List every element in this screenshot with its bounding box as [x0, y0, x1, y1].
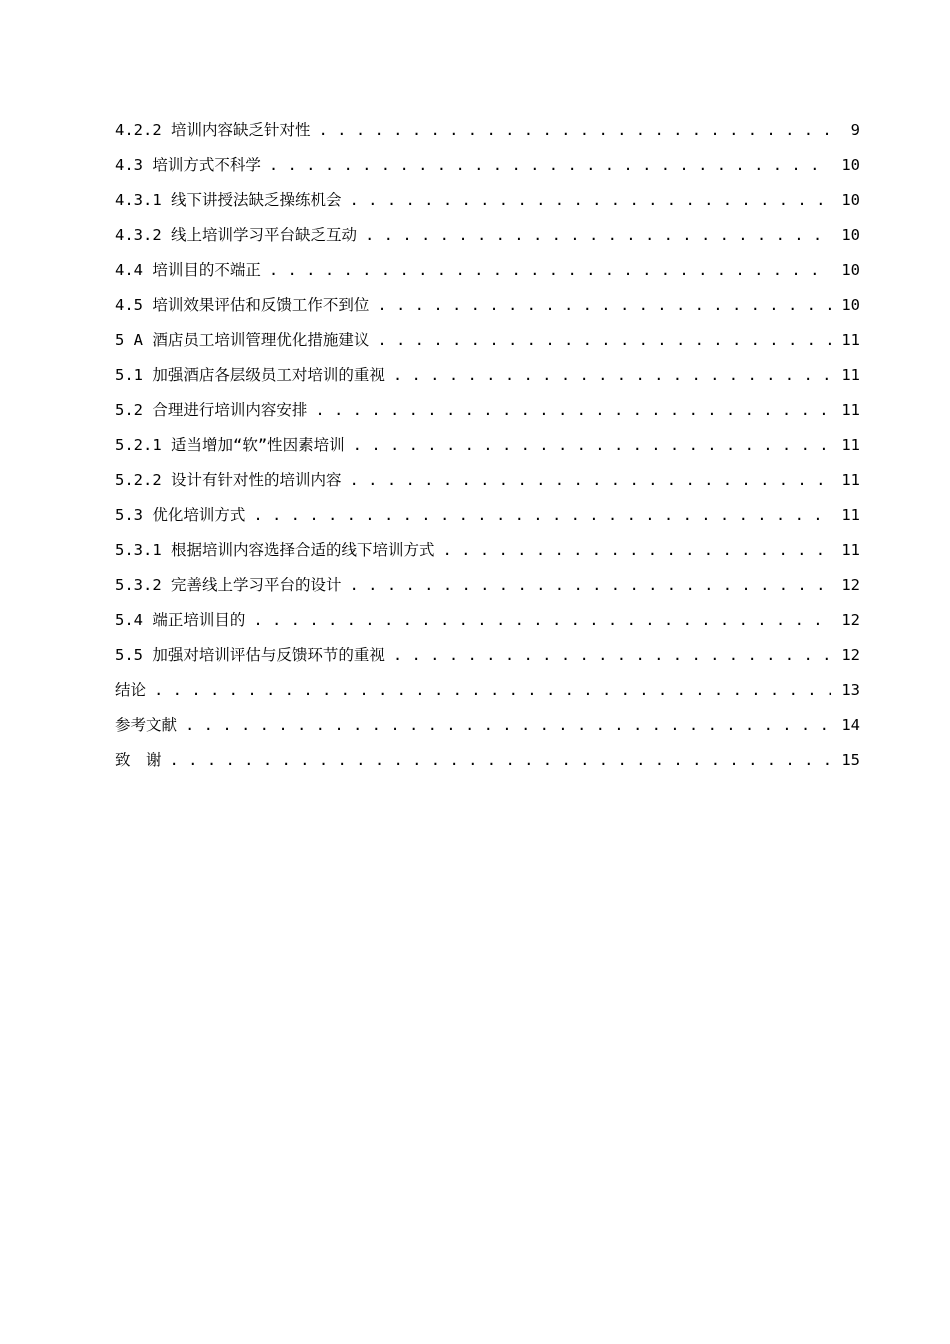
toc-entry[interactable]: [115, 501, 860, 536]
toc-page-number: 10: [841, 191, 860, 209]
toc-entry[interactable]: [115, 466, 860, 501]
toc-entry-title: 4.3 培训方式不科学: [115, 156, 261, 174]
toc-page-number: 11: [841, 471, 860, 489]
toc-entry-title: 5.3 优化培训方式: [115, 506, 246, 524]
toc-entry-title: 5.1 加强酒店各层级员工对培训的重视: [115, 366, 385, 384]
toc-entry-title: 4.3.2 线上培训学习平台缺乏互动: [115, 226, 357, 244]
toc-dot-leader: [393, 641, 831, 669]
toc-dot-leader: [185, 711, 831, 739]
toc-entry-title: 5.5 加强对培训评估与反馈环节的重视: [115, 646, 385, 664]
toc-dot-leader: [350, 186, 832, 214]
toc-page-number: 11: [841, 541, 860, 559]
toc-entry[interactable]: [115, 431, 860, 466]
toc-entry[interactable]: [115, 221, 860, 256]
toc-entry-title: 5.2 合理进行培训内容安排: [115, 401, 308, 419]
toc-dot-leader: [350, 466, 832, 494]
toc-dot-leader: [269, 151, 832, 179]
toc-page-number: 11: [841, 331, 860, 349]
toc-page-number: 11: [841, 401, 860, 419]
toc-dot-leader: [377, 326, 831, 354]
toc-page-number: 13: [841, 681, 860, 699]
toc-page-number: 11: [841, 366, 860, 384]
toc-page-number: 11: [841, 506, 860, 524]
toc-entry-title: 5 A 酒店员工培训管理优化措施建议: [115, 331, 370, 349]
toc-dot-leader: [365, 221, 831, 249]
toc-entry-title: 5.3.2 完善线上学习平台的设计: [115, 576, 342, 594]
toc-page-number: 10: [841, 156, 860, 174]
toc-entry[interactable]: [115, 676, 860, 711]
toc-dot-leader: [393, 361, 831, 389]
toc-entry[interactable]: [115, 711, 860, 746]
toc-dot-leader: [350, 571, 832, 599]
toc-entry-title: 5.3.1 根据培训内容选择合适的线下培训方式: [115, 541, 435, 559]
toc-entry-title: 结论: [115, 681, 147, 699]
toc-entry[interactable]: [115, 256, 860, 291]
toc-page-number: 9: [850, 121, 860, 139]
toc-entry[interactable]: [115, 396, 860, 431]
toc-entry[interactable]: [115, 151, 860, 186]
toc-entry[interactable]: [115, 326, 860, 361]
table-of-contents: [115, 116, 860, 781]
toc-page-number: 12: [841, 611, 860, 629]
toc-dot-leader: [253, 606, 831, 634]
toc-entry[interactable]: [115, 291, 860, 326]
toc-dot-leader: [353, 431, 832, 459]
toc-page-number: 14: [841, 716, 860, 734]
toc-page-number: 12: [841, 576, 860, 594]
toc-entry[interactable]: [115, 361, 860, 396]
toc-entry[interactable]: [115, 186, 860, 221]
toc-entry[interactable]: [115, 606, 860, 641]
toc-page-number: 12: [841, 646, 860, 664]
toc-entry[interactable]: [115, 641, 860, 676]
toc-dot-leader: [319, 116, 833, 144]
toc-entry[interactable]: [115, 571, 860, 606]
toc-entry-title: 参考文献: [115, 716, 178, 734]
toc-page-number: 10: [841, 226, 860, 244]
toc-dot-leader: [170, 746, 832, 774]
toc-entry-title: 4.2.2 培训内容缺乏针对性: [115, 121, 311, 139]
toc-dot-leader: [443, 536, 832, 564]
toc-page-number: 11: [841, 436, 860, 454]
toc-entry-title: 4.3.1 线下讲授法缺乏操练机会: [115, 191, 342, 209]
toc-entry-title: 5.2.2 设计有针对性的培训内容: [115, 471, 342, 489]
toc-dot-leader: [253, 501, 831, 529]
toc-dot-leader: [315, 396, 831, 424]
toc-entry[interactable]: [115, 536, 860, 571]
toc-page-number: 10: [841, 296, 860, 314]
toc-entry-title: 4.4 培训目的不端正: [115, 261, 261, 279]
toc-page-number: 15: [841, 751, 860, 769]
toc-entry-title: 4.5 培训效果评估和反馈工作不到位: [115, 296, 370, 314]
toc-entry[interactable]: [115, 746, 860, 781]
toc-dot-leader: [377, 291, 831, 319]
toc-entry-title: 致 谢: [115, 751, 162, 769]
toc-page-number: 10: [841, 261, 860, 279]
toc-entry[interactable]: [115, 116, 860, 151]
toc-entry-title: 5.4 端正培训目的: [115, 611, 246, 629]
toc-dot-leader: [269, 256, 832, 284]
toc-dot-leader: [154, 676, 831, 704]
toc-entry-title: 5.2.1 适当增加“软”性因素培训: [115, 436, 345, 454]
